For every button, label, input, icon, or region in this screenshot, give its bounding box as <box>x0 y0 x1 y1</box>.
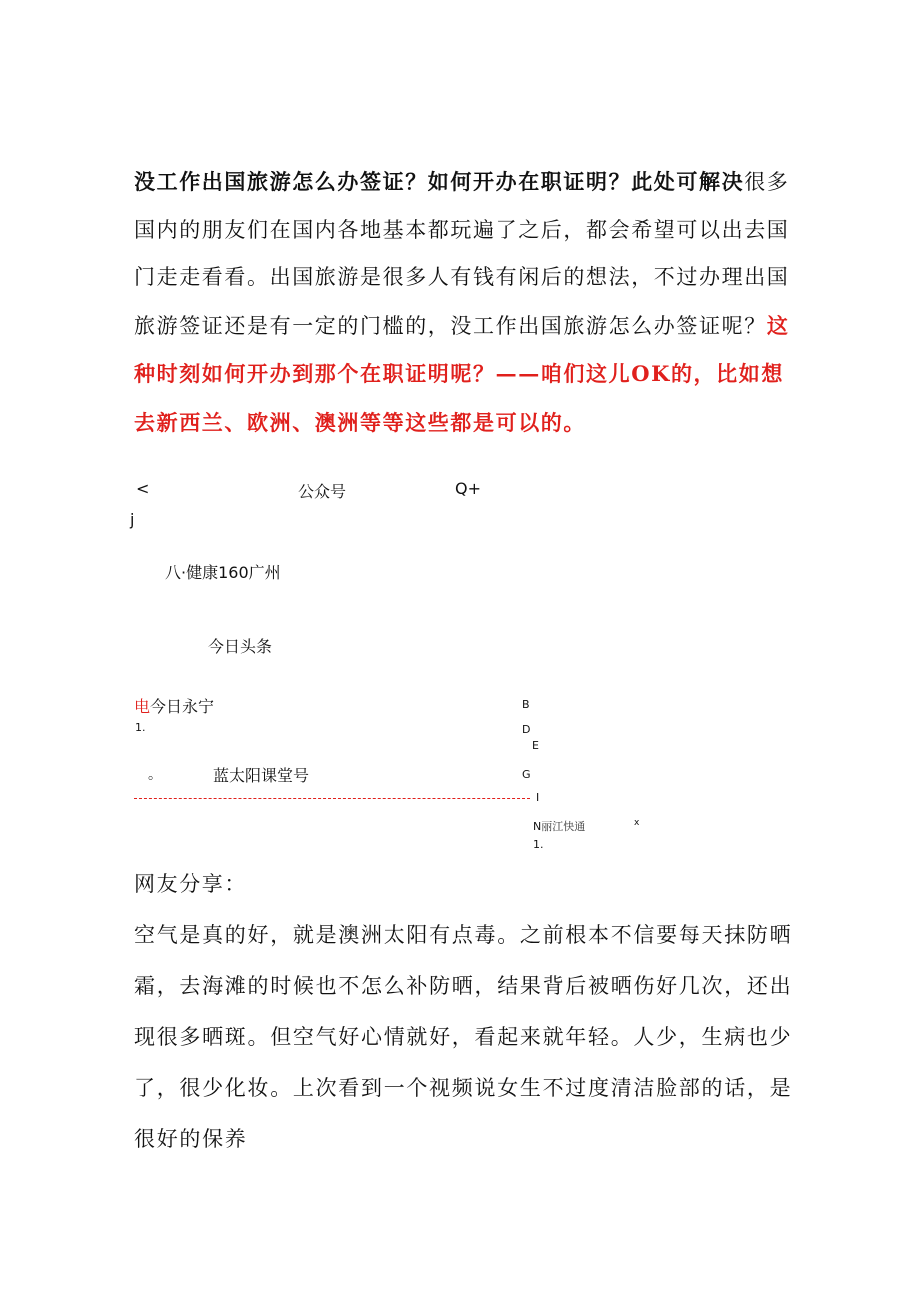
intro-red-tail: 这种时刻如何开办到那个在职证明呢？——咱们这儿OK的，比如想去新西兰、欧洲、澳洲等等这些都是可以的。 <box>134 312 790 435</box>
index-letter-b[interactable]: B <box>522 698 530 711</box>
account-label: 今日永宁 <box>150 697 215 716</box>
index-letter-e[interactable]: E <box>532 739 539 752</box>
intro-body: 很多国内的朋友们在国内各地基本都玩遍了之后，都会希望可以出去国门走走看看。出国旅游是很多人有钱有闲后的想法，不过办理出国旅游签证还是有一定的门槛的，没工作出国旅游怎么办签证呢？ <box>134 170 790 338</box>
account-prefix-icon: 电 <box>134 697 151 716</box>
index-letter-n-glyph: N <box>533 820 542 833</box>
close-icon[interactable]: x <box>634 818 640 828</box>
index-letter-i[interactable]: I <box>536 791 540 804</box>
list-number: 1. <box>533 838 544 851</box>
index-letter-g[interactable]: G <box>522 768 531 781</box>
index-letter-d[interactable]: D <box>522 723 531 736</box>
account-item-health[interactable]: 八·健康160广州 <box>165 563 281 582</box>
back-icon[interactable]: < <box>136 479 150 498</box>
intro-paragraph <box>134 158 790 447</box>
account-item-yongning[interactable] <box>134 694 214 717</box>
search-add-icon[interactable]: Q+ <box>455 479 481 498</box>
bullet-mark: 。 <box>148 767 162 783</box>
nav-title: 公众号 <box>298 482 347 501</box>
intro-bold-lead: 没工作出国旅游怎么办签证？如何开办在职证明？此处可解决 <box>134 169 745 194</box>
account-item-toutiao[interactable]: 今日头条 <box>208 637 273 656</box>
share-label: 网友分享： <box>134 872 247 896</box>
nav-j-glyph: j <box>130 510 135 529</box>
index-letter-n[interactable] <box>533 818 585 834</box>
account-item-blue-sun[interactable]: 蓝太阳课堂号 <box>213 766 310 785</box>
list-number: 1. <box>135 721 146 734</box>
share-text: 空气是真的好，就是澳洲太阳有点毒。之前根本不信要每天抹防晒霜，去海滩的时候也不怎么补防晒，结果背后被晒伤好几次，还出现很多晒斑。但空气好心情就好，看起来就年轻。人少，生病也少了，很少化妆。上次看到一个视频说女生不过度清洁脸部的话，是很好的保养 <box>134 923 793 1151</box>
account-item-lijiang: 丽江快通 <box>541 820 586 833</box>
divider-dashed <box>134 798 530 799</box>
